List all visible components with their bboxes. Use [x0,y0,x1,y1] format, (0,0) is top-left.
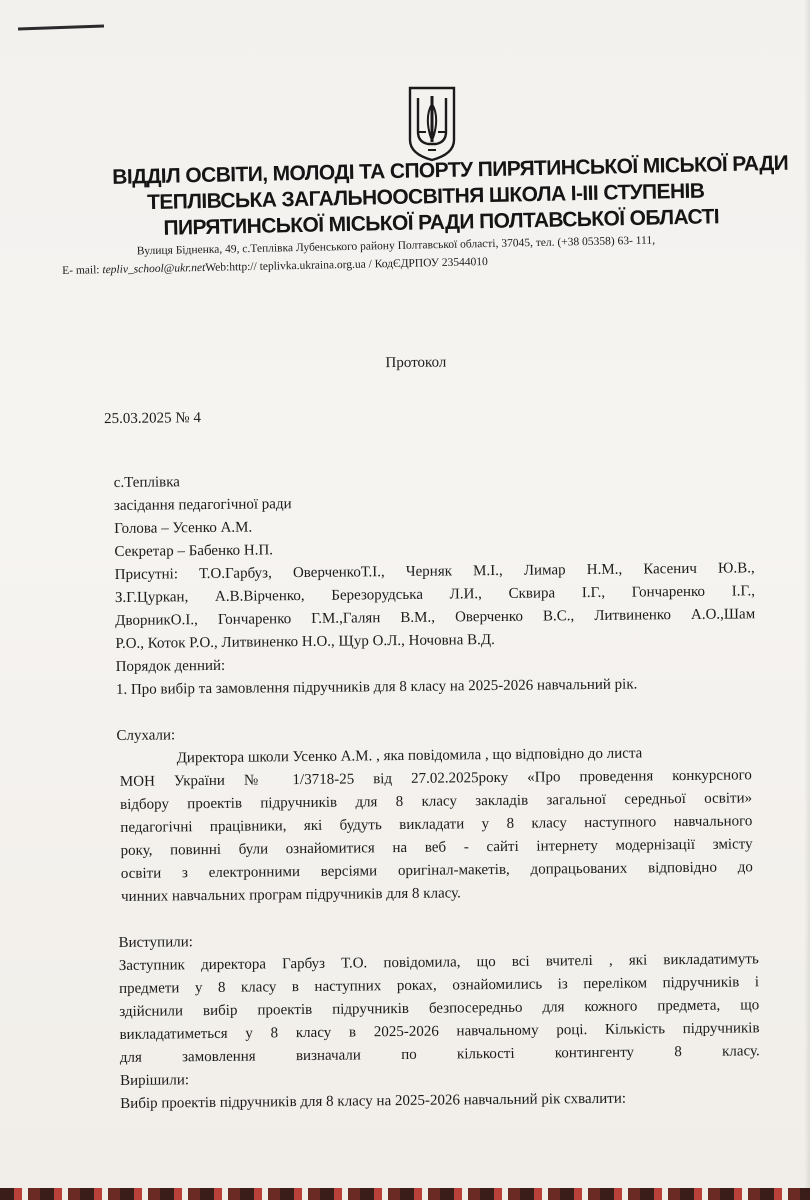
heard-line-6: освіти з електронними версіями оригінал-макетів, допрацьованих відповідно до [120,859,753,882]
date-number: 25.03.2025 № 4 [104,410,201,428]
spoke-line-4: викладатиметься у 8 класу в 2025-2026 навчальному році. Кількість підручників [119,1020,760,1043]
spoke-line-3: здійснили вибір проектів підручників безпосередньо для кожного предмета, що [119,997,760,1020]
present-line-2: З.Г.Цуркан, А.В.Вірченко, Березорудська Л.И., Сквира І.Г., Гончаренко І.Г., [114,583,756,606]
decided-title: Вирішили: [119,1072,190,1089]
spoke-line-5: для замовлення визначали по кількості контингенту 8 класу. [119,1043,760,1066]
header-line-3: ПИРЯТИНСЬКОЇ МІСЬКОЇ РАДИ ПОЛТАВСЬКОЇ ОБЛАСТІ [163,205,720,240]
heard-line-7: чинних навчальних програм підручників для 8 класу. [121,885,461,905]
email-prefix: E- mail: [62,264,103,277]
spoke-line-1: Заступник директора Гарбуз Т.О. повідомила, що всі вчителі , які викладатимуть [118,951,759,974]
present-line-4: Р.О., Коток Р.О., Литвиненко Н.О., Щур О.Л., Ночовна В.Д. [115,632,495,652]
web-and-code: Web:http:// teplivka.ukraina.org.ua / КодЄДРПОУ 23544010 [205,256,488,274]
meeting-head: Голова – Усенко А.М. [114,519,253,537]
heard-line-4: педагогічні працівники, які будуть викладати у 8 класу наступного навчального [120,813,753,836]
background-fabric [0,1188,810,1200]
village: с.Теплівка [113,474,180,491]
meeting-secretary: Секретар – Бабенко Н.П. [114,542,274,560]
decided-text: Вибір проектів підручників для 8 класу на 2025-2026 навчальний рік схвалити: [120,1090,627,1112]
heard-line-5: року, повинні були ознайомитися на веб - сайті інтернету модернізації змісту [120,836,753,859]
header-line-1: ВІДДІЛ ОСВІТИ, МОЛОДІ ТА СПОРТУ ПИРЯТИНСЬКОЇ МІСЬКОЇ РАДИ [112,151,789,189]
page-edge-shadow [804,0,810,1190]
address-line-1: Вулиця Бідненка, 49, с.Теплівка Лубенського району Полтавської області, 37045, тел. (+38 05358) 63- 111, [136,234,656,258]
spoke-title: Виступили: [118,934,193,951]
heard-line-2: МОН України № 1/3718-25 від 27.02.2025року «Про проведення конкурсного [119,767,752,790]
header-line-2: ТЕПЛІВСЬКА ЗАГАЛЬНООСВІТНЯ ШКОЛА І-ІІІ СТУПЕНІВ [146,179,705,215]
letterhead [60,151,792,280]
heard-title: Слухали: [116,727,176,744]
heard-line-1: Директора школи Усенко А.М. , яка повідомила , що відповідно до листа [176,745,643,767]
agenda-item: 1. Про вибір та замовлення підручників для 8 класу на 2025-2026 навчальний рік. [115,676,638,698]
spoke-line-2: предмети у 8 класу в наступних роках, ознайомились із переліком підручників і [118,974,760,997]
agenda-title: Порядок денний: [115,657,226,675]
trident-emblem-icon [406,84,458,162]
email-address: tepliv_school@ukr.net [102,261,206,277]
document-title: Протокол [385,354,447,372]
present-line-1: Присутні: Т.О.Гарбуз, ОверченкоТ.І., Черняк М.І., Лимар Н.М., Касенич Ю.В., [114,560,755,583]
present-line-3: ДворникО.І., Гончаренко Г.М.,Галян В.М., Оверченко В.С., Литвиненко А.О.,Шам [115,606,756,629]
fold-mark [18,25,104,31]
meeting-type: засідання педагогічної ради [113,496,292,514]
heard-line-3: відбору проектів підручників для 8 класу закладів загальної середньої освіти» [120,790,753,813]
